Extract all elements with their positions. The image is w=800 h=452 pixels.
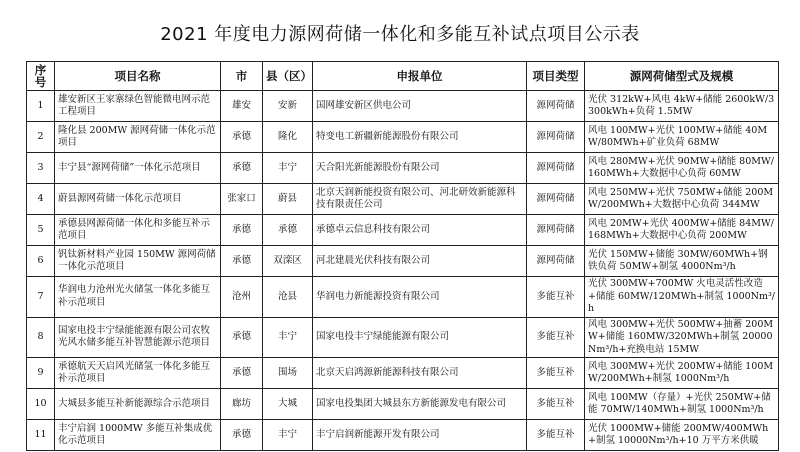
table-row — [27, 122, 779, 153]
cell-city: 沧州 — [221, 277, 263, 318]
cell-applicant: 特变电工新疆新能源股份有限公司 — [313, 122, 527, 153]
cell-county: 丰宁 — [263, 153, 313, 184]
pilot-projects-table — [26, 61, 779, 451]
cell-county: 安新 — [263, 91, 313, 122]
cell-project-type: 源网荷储 — [527, 153, 585, 184]
cell-project-type: 多能互补 — [527, 317, 585, 358]
table-row — [27, 91, 779, 122]
cell-project-name: 钒钛新材料产业园 150MW 源网荷储一体化示范项目 — [55, 246, 221, 277]
cell-project-type: 源网荷储 — [527, 91, 585, 122]
cell-index: 6 — [27, 246, 55, 277]
cell-applicant: 北京天润新能投资有限公司、河北研效新能源科技有限责任公司 — [313, 184, 527, 215]
table-row — [27, 420, 779, 451]
cell-county: 承德 — [263, 215, 313, 246]
cell-project-name: 大城县多能互补新能源综合示范项目 — [55, 389, 221, 420]
cell-applicant: 承德卓云信息科技有限公司 — [313, 215, 527, 246]
cell-scale: 光伏 1000MW+储能 200MW/400MWh+制氢 10000Nm³/h+10 万平方米供暖 — [585, 420, 779, 451]
cell-city: 承德 — [221, 122, 263, 153]
table-row — [27, 358, 779, 389]
cell-project-name: 丰宁县“源网荷储”一体化示范项目 — [55, 153, 221, 184]
header-index: 序号 — [27, 62, 55, 91]
cell-applicant: 华润电力新能源投资有限公司 — [313, 277, 527, 318]
cell-county: 大城 — [263, 389, 313, 420]
cell-scale: 光伏 300MW+700MW 火电灵活性改造+储能 60MW/120MWh+制氢 1000Nm³/h — [585, 277, 779, 318]
table-row — [27, 389, 779, 420]
header-county: 县（区） — [263, 62, 313, 91]
cell-index: 8 — [27, 317, 55, 358]
cell-city: 承德 — [221, 215, 263, 246]
cell-project-name: 华润电力沧州光火储氢一体化多能互补示范项目 — [55, 277, 221, 318]
cell-index: 11 — [27, 420, 55, 451]
cell-city: 承德 — [221, 246, 263, 277]
cell-scale: 光伏 150MW+储能 30MW/60MWh+钢铁负荷 50MW+制氢 4000Nm³/h — [585, 246, 779, 277]
cell-project-name: 国家电投丰宁绿能能源有限公司农牧光风水储多能互补智慧能源示范项目 — [55, 317, 221, 358]
cell-applicant: 丰宁启润新能源开发有限公司 — [313, 420, 527, 451]
cell-applicant: 国网雄安新区供电公司 — [313, 91, 527, 122]
cell-applicant: 天合阳光新能源股份有限公司 — [313, 153, 527, 184]
header-city: 市 — [221, 62, 263, 91]
cell-city: 张家口 — [221, 184, 263, 215]
cell-project-type: 源网荷储 — [527, 246, 585, 277]
cell-county: 隆化 — [263, 122, 313, 153]
cell-county: 蔚县 — [263, 184, 313, 215]
cell-city: 廊坊 — [221, 389, 263, 420]
cell-project-name: 雄安新区王家寨绿色智能微电网示范工程项目 — [55, 91, 221, 122]
cell-project-type: 多能互补 — [527, 277, 585, 318]
cell-project-type: 源网荷储 — [527, 122, 585, 153]
cell-index: 9 — [27, 358, 55, 389]
page-title: 2021 年度电力源网荷储一体化和多能互补试点项目公示表 — [160, 24, 640, 45]
cell-project-name: 蔚县源网荷储一体化示范项目 — [55, 184, 221, 215]
cell-index: 4 — [27, 184, 55, 215]
cell-city: 承德 — [221, 358, 263, 389]
header-project-name: 项目名称 — [55, 62, 221, 91]
cell-county: 丰宁 — [263, 317, 313, 358]
cell-index: 2 — [27, 122, 55, 153]
cell-project-name: 承德航天天启风光储氢一体化多能互补示范项目 — [55, 358, 221, 389]
cell-scale: 风电 300MW+光伏 500MW+抽蓄 200MW+储能 160MW/320MWh+制氢 20000Nm³/h+充换电站 15MW — [585, 317, 779, 358]
table-row — [27, 317, 779, 358]
cell-city: 承德 — [221, 153, 263, 184]
cell-applicant: 河北建晨光伏科技有限公司 — [313, 246, 527, 277]
cell-city: 承德 — [221, 420, 263, 451]
cell-project-name: 隆化县 200MW 源网荷储一体化示范项目 — [55, 122, 221, 153]
cell-project-type: 源网荷储 — [527, 215, 585, 246]
cell-index: 10 — [27, 389, 55, 420]
cell-applicant: 国家电投丰宁绿能能源有限公司 — [313, 317, 527, 358]
cell-scale: 风电 100MW（存量）+光伏 250MW+储能 70MW/140MWh+制氢 1000Nm³/h — [585, 389, 779, 420]
table-row — [27, 277, 779, 318]
cell-applicant: 国家电投集团大城县东方新能源发电有限公司 — [313, 389, 527, 420]
table-row — [27, 215, 779, 246]
cell-scale: 风电 300MW+光伏 200MW+储能 100MW/200MWh+制氢 1000Nm³/h — [585, 358, 779, 389]
cell-scale: 光伏 312kW+风电 4kW+储能 2600kW/3300kWh+负荷 1.5MW — [585, 91, 779, 122]
cell-project-name: 丰宁启润 1000MW 多能互补集成优化示范项目 — [55, 420, 221, 451]
table-header-row — [27, 62, 779, 91]
cell-county: 双滦区 — [263, 246, 313, 277]
cell-project-type: 多能互补 — [527, 420, 585, 451]
header-applicant: 申报单位 — [313, 62, 527, 91]
cell-project-name: 承德县网源荷储一体化和多能互补示范项目 — [55, 215, 221, 246]
cell-city: 雄安 — [221, 91, 263, 122]
cell-index: 5 — [27, 215, 55, 246]
cell-scale: 风电 250MW+光伏 750MW+储能 200MW/200MWh+大数据中心负荷 344MW — [585, 184, 779, 215]
cell-scale: 风电 20MW+光伏 400MW+储能 84MW/168MWh+大数据中心负荷 200MW — [585, 215, 779, 246]
header-project-type: 项目类型 — [527, 62, 585, 91]
cell-index: 3 — [27, 153, 55, 184]
cell-applicant: 北京天启鸿源新能源科技有限公司 — [313, 358, 527, 389]
cell-index: 7 — [27, 277, 55, 318]
header-scale: 源网荷储型式及规模 — [585, 62, 779, 91]
cell-project-type: 多能互补 — [527, 389, 585, 420]
cell-county: 沧县 — [263, 277, 313, 318]
cell-index: 1 — [27, 91, 55, 122]
cell-city: 承德 — [221, 317, 263, 358]
cell-scale: 风电 100MW+光伏 100MW+储能 40MW/80MWh+矿业负荷 68MW — [585, 122, 779, 153]
table-row — [27, 246, 779, 277]
cell-county: 丰宁 — [263, 420, 313, 451]
cell-project-type: 源网荷储 — [527, 184, 585, 215]
cell-scale: 风电 280MW+光伏 90MW+储能 80MW/160MWh+大数据中心负荷 60MW — [585, 153, 779, 184]
table-row — [27, 153, 779, 184]
cell-county: 围场 — [263, 358, 313, 389]
table-row — [27, 184, 779, 215]
cell-project-type: 多能互补 — [527, 358, 585, 389]
